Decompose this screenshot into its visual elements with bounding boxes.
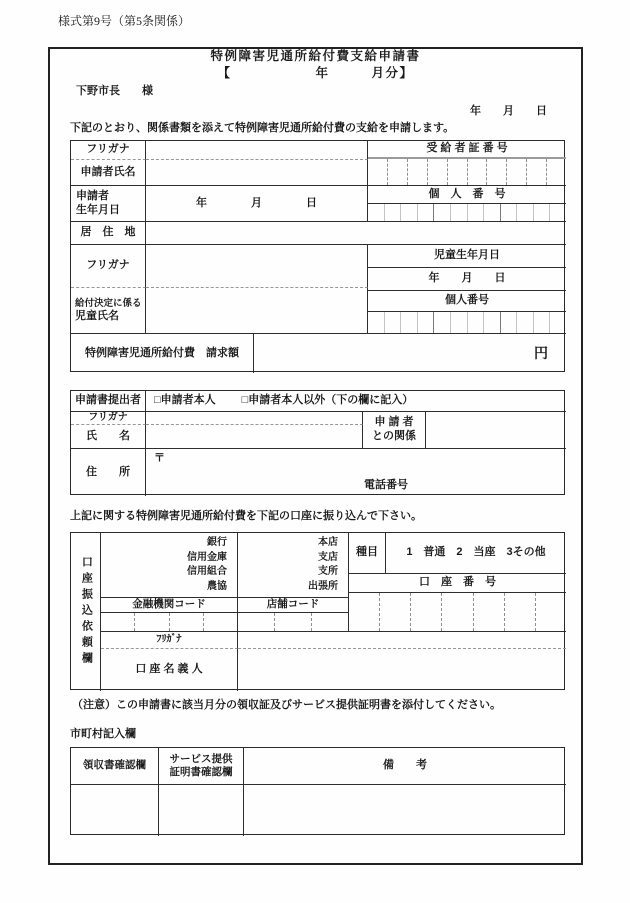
- remarks-header: 備 考: [244, 748, 566, 785]
- option-item[interactable]: 信用金庫: [187, 551, 227, 563]
- service-cert-check-line2: 証明書確認欄: [169, 766, 233, 778]
- option-item[interactable]: 銀行: [207, 537, 227, 548]
- label-applicant-dob: [71, 186, 146, 222]
- digit-cell[interactable]: [417, 312, 434, 333]
- bank-code-boxes[interactable]: [101, 613, 238, 632]
- account-number-header: 口 座 番 号: [349, 574, 566, 593]
- digit-cell[interactable]: [450, 204, 467, 221]
- bank-type-list: [101, 533, 238, 598]
- recipient-number-boxes[interactable]: [368, 159, 566, 186]
- date-line: 年 月 日: [470, 105, 547, 118]
- digit-cell[interactable]: [549, 312, 566, 333]
- submitter-furigana-field[interactable]: [146, 412, 363, 425]
- digit-cell[interactable]: [526, 159, 546, 185]
- branch-type-list: [238, 533, 349, 598]
- digit-cell[interactable]: [450, 312, 467, 333]
- digit-cell[interactable]: [473, 593, 504, 631]
- service-cert-check-line1: サービス提供: [169, 752, 233, 765]
- label-child-name-line1: 給付決定に係る: [75, 297, 142, 309]
- applicant-furigana-field[interactable]: [146, 141, 368, 160]
- digit-cell[interactable]: [516, 312, 533, 333]
- digit-cell[interactable]: [504, 593, 535, 631]
- label-branch-code: 店舗コード: [238, 598, 349, 613]
- digit-cell[interactable]: [467, 159, 487, 185]
- label-applicant-furigana: フリガナ: [71, 141, 146, 160]
- label-bank-code: 金融機関コード: [101, 598, 238, 613]
- digit-cell[interactable]: [467, 312, 484, 333]
- addressee: 下野市長 様: [76, 85, 153, 98]
- submitter-address-field[interactable]: [146, 449, 566, 496]
- child-personal-number-boxes[interactable]: [368, 312, 566, 334]
- digit-cell[interactable]: [368, 204, 384, 221]
- label-child-name-line2: 児童氏名: [75, 309, 119, 322]
- digit-cell[interactable]: [368, 312, 384, 333]
- personal-number-boxes[interactable]: [368, 204, 566, 222]
- option-item[interactable]: 農協: [207, 580, 227, 592]
- form-number: 様式第9号（第5条関係）: [58, 14, 191, 28]
- note-text: （注意）この申請書に該当月分の領収証及びサービス提供証明書を添付してください。: [72, 699, 501, 712]
- digit-cell[interactable]: [483, 204, 500, 221]
- digit-cell[interactable]: [516, 204, 533, 221]
- bank-instruction: 上記に関する特例障害児通所給付費を下記の口座に振り込んで下さい。: [70, 510, 422, 523]
- intro-text: 下記のとおり、関係書類を添えて特例障害児通所給付費の支給を申請します。: [70, 122, 455, 135]
- label-child-name: [71, 288, 146, 334]
- submitter-table: [70, 390, 565, 495]
- digit-cell[interactable]: [274, 613, 311, 631]
- digit-cell[interactable]: [410, 593, 441, 631]
- digit-cell[interactable]: [238, 613, 274, 631]
- digit-cell[interactable]: [546, 159, 566, 185]
- applicant-name-field[interactable]: [146, 160, 368, 186]
- applicant-dob-field[interactable]: 年 月 日: [146, 186, 368, 222]
- digit-cell[interactable]: [203, 613, 237, 631]
- label-applicant-name: 申請者氏名: [71, 160, 146, 186]
- digit-cell[interactable]: [379, 593, 410, 631]
- option-item[interactable]: 支店: [318, 551, 338, 563]
- postal-mark: 〒: [154, 452, 165, 464]
- digit-cell[interactable]: [533, 312, 550, 333]
- label-relation-line1: 申 請 者: [374, 416, 414, 429]
- digit-cell[interactable]: [407, 159, 427, 185]
- digit-cell[interactable]: [549, 204, 566, 221]
- digit-cell[interactable]: [101, 613, 134, 631]
- label-bank-transfer-vertical: 口座振込依頼欄: [71, 533, 101, 691]
- option-item[interactable]: 本店: [318, 537, 338, 548]
- label-child-furigana: フリガナ: [71, 245, 146, 288]
- digit-cell[interactable]: [134, 613, 168, 631]
- option-item[interactable]: 支所: [318, 566, 338, 577]
- digit-cell[interactable]: [467, 204, 484, 221]
- digit-cell[interactable]: [535, 593, 566, 631]
- digit-cell[interactable]: [506, 159, 526, 185]
- receipt-check-header: 領収書確認欄: [71, 748, 159, 785]
- personal-number-header: 個 人 番 号: [368, 186, 566, 204]
- digit-cell[interactable]: [387, 159, 407, 185]
- option-item[interactable]: 出張所: [308, 580, 338, 592]
- relation-field[interactable]: [426, 412, 566, 449]
- digit-cell[interactable]: [384, 204, 401, 221]
- label-applicant-dob-line2: 生年月日: [76, 203, 120, 216]
- digit-cell[interactable]: [500, 204, 517, 221]
- digit-cell[interactable]: [486, 159, 506, 185]
- claim-amount-field[interactable]: [254, 334, 566, 373]
- digit-cell[interactable]: [447, 159, 467, 185]
- digit-cell[interactable]: [349, 593, 379, 631]
- service-cert-check-header: [159, 748, 244, 785]
- digit-cell[interactable]: [427, 159, 447, 185]
- service-cert-check-field[interactable]: [159, 785, 244, 836]
- digit-cell[interactable]: [384, 312, 401, 333]
- branch-code-boxes[interactable]: [238, 613, 349, 632]
- label-relation-line2: との関係: [372, 430, 416, 442]
- child-name-field[interactable]: [146, 288, 368, 334]
- label-account-holder: 口 座 名 義 人: [101, 649, 238, 691]
- recipient-number-header: 受 給 者 証 番 号: [368, 141, 566, 159]
- municipal-section-label: 市町村記入欄: [70, 728, 136, 741]
- label-account-type: 種目: [349, 533, 386, 574]
- child-furigana-field[interactable]: [146, 245, 368, 288]
- applicant-table: [70, 140, 565, 372]
- label-phone-number: 電話番号: [364, 479, 408, 492]
- child-personal-number-header: 個人番号: [368, 291, 566, 312]
- digit-cell[interactable]: [368, 159, 387, 185]
- period-line: 【 年 月分】: [217, 66, 414, 81]
- label-account-furigana: ﾌﾘｶﾞﾅ: [101, 632, 238, 649]
- label-submitter-name: 氏 名: [71, 425, 146, 449]
- digit-cell[interactable]: [433, 204, 450, 221]
- digit-cell[interactable]: [417, 204, 434, 221]
- form-title: 特例障害児通所給付費支給申請書: [210, 49, 421, 64]
- label-submitter-address: 住 所: [71, 449, 146, 496]
- receipt-check-field[interactable]: [71, 785, 159, 836]
- digit-cell[interactable]: [533, 204, 550, 221]
- label-submitter-furigana: フリガナ: [71, 412, 146, 425]
- digit-cell[interactable]: [433, 312, 450, 333]
- account-furigana-field[interactable]: [238, 632, 566, 649]
- checkbox-applicant-other[interactable]: □申請者本人以外（下の欄に記入）: [241, 394, 414, 407]
- submitter-options: [146, 391, 566, 412]
- option-item[interactable]: 信用組合: [187, 566, 227, 577]
- yen-unit: 円: [534, 344, 548, 361]
- municipal-table: [70, 747, 565, 835]
- child-dob-header: 児童生年月日: [368, 245, 566, 268]
- checkbox-applicant-self[interactable]: □申請者本人: [154, 394, 216, 407]
- digit-cell[interactable]: [400, 204, 417, 221]
- label-claim-amount: 特例障害児通所給付費 請求額: [71, 334, 254, 373]
- digit-cell[interactable]: [441, 593, 472, 631]
- digit-cell[interactable]: [311, 613, 348, 631]
- digit-cell[interactable]: [400, 312, 417, 333]
- address-field[interactable]: [146, 222, 566, 245]
- label-address: 居 住 地: [71, 222, 146, 245]
- account-holder-field[interactable]: [238, 649, 566, 691]
- remarks-field[interactable]: [244, 785, 566, 836]
- account-type-options[interactable]: 1 普通 2 当座 3その他: [386, 533, 566, 574]
- bank-table: [70, 532, 565, 690]
- submitter-name-field[interactable]: [146, 425, 363, 449]
- child-dob-field[interactable]: 年 月 日: [368, 268, 566, 291]
- account-number-boxes[interactable]: [349, 593, 566, 632]
- label-submitter: 申請書提出者: [71, 391, 146, 412]
- label-relation: [363, 412, 426, 449]
- digit-cell[interactable]: [483, 312, 500, 333]
- digit-cell[interactable]: [169, 613, 203, 631]
- digit-cell[interactable]: [500, 312, 517, 333]
- label-applicant-dob-line1: 申請者: [76, 189, 109, 202]
